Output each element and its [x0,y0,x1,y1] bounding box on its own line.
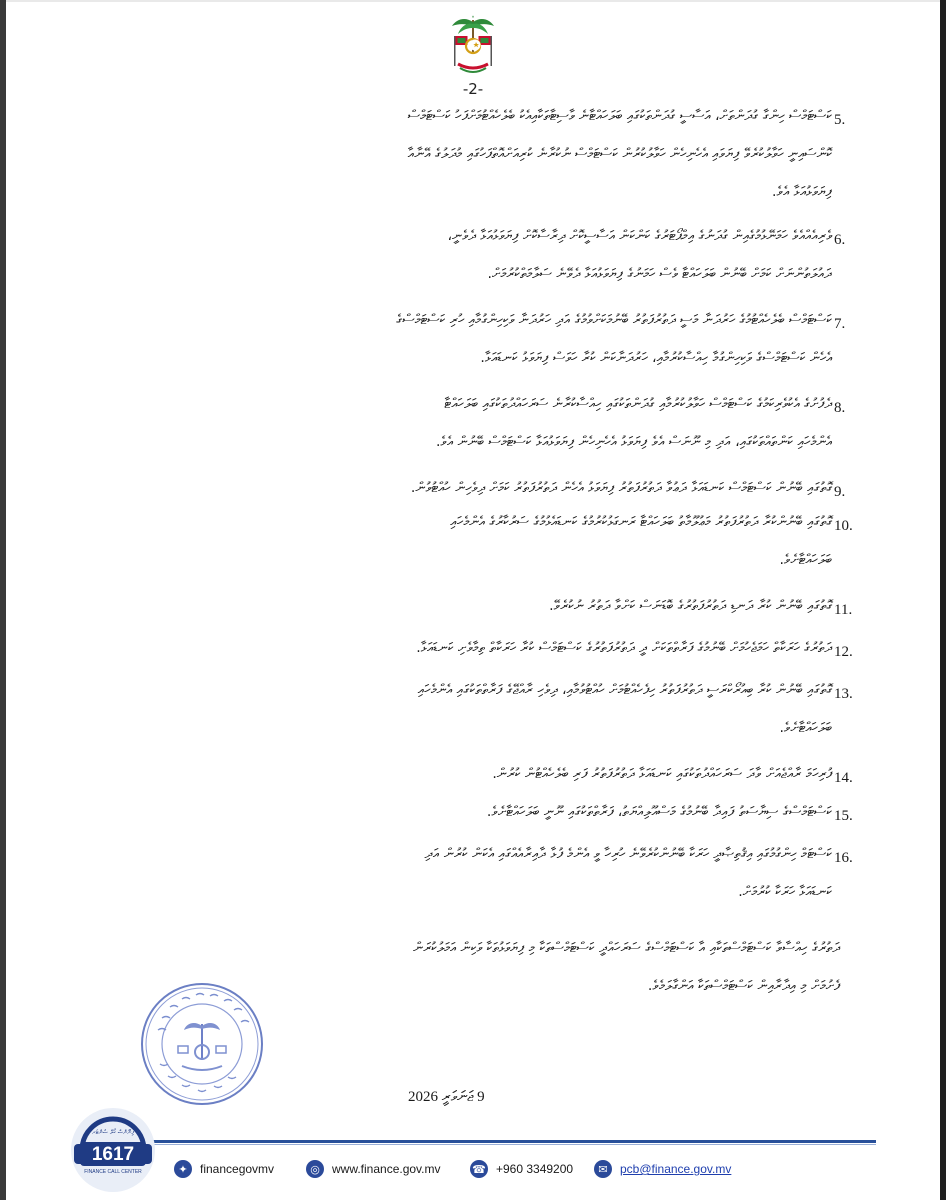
footer-rule [118,1140,876,1143]
footer-phone[interactable] [470,1158,573,1180]
item-text-line: ދަތުރުގެ ހަރަކާތް ހަމަޖެހުމަށް ބޭނުމުގެ ފަރާތްތަކަށް ދީ ދަތުރުފަތުރުގެ ކަސްޓަމްސް ކުރާ ހަރަކާތް ތިމާވެށި ކަނޑައަޅާ. [416,640,832,656]
closing-line: ދަތުރުގެ ހިއްސާވާ ކަސްޓަމްސްތަކާއި އާ ކަސްޓަމްސްގެ ސަރަހައްދީ ކަސްޓަމްސްތަކާ މި ފިޔަވަޅުތަކާ ވަކިން އަމަލުކުރަން [413,940,840,956]
footer-website[interactable] [306,1158,441,1180]
phone-number[interactable]: +960 3349200 [496,1162,574,1176]
mail-icon: ✉ [594,1160,612,1178]
item-number: 9. [834,484,846,500]
item-number: 5. [834,112,846,128]
footer-rule-thin [118,1144,876,1145]
item-text-line: ދެފުށުގެ އެކުވެރިކަމުގެ ކަސްޓަމްސް ހަވާލުކުރުމާއި ގުދަންތަކުގައި ހިއްސާކުރާނެ ސަރަހައްދުތަކުގައި ބަލަހައްޓާ [444,396,832,412]
item-text-line: ގޮތުގައި ބޭނުންކުރާ ދަތުރުފަތުރު މަޢުލޫމާތު ބަލަހައްޓާ ރަނގަޅުކުރުމުގެ ކަނޑައެޅުމުގެ ސަރުކާރުގެ އެންމެހައި [450,514,832,530]
item-text-line: ފުރިހަމަ ރާއްޖެއަށް ވާދަ ސަރަހައްދުތަކުގައި ކަނޑައަޅާ ދަތުރުފަތުރު ފަރި ބެލެހެއްޓުން ކުރުން. [492,766,832,782]
item-text-line: ކަނޑައަޅާ ހަރަކާ ކުރުމަށް. [738,884,832,900]
page-top-edge [6,0,940,2]
footer-twitter[interactable] [174,1158,274,1180]
item-text-line: ބަލަހައްޓާށެވެ. [779,552,832,568]
item-number: 16. [834,850,853,866]
page-frame-right [940,0,946,1200]
footer-email[interactable] [594,1158,731,1180]
page-number: -2- [462,80,484,98]
item-text-line: ދައުލަތުންނަށް ކަމަށް ބޭނުން ބަލަހައްޓާ ވެސް ހަމަނުގެ ފިޔަވަޅުއަޅާ ދެވޭނެ ސަލާމަތްކުރުމަށް. [487,266,832,282]
globe-icon: ◎ [306,1160,324,1178]
national-emblem-icon [446,14,500,78]
item-text-line: ކަސްޓަމްސްގެ ސިޔާސަތު ފައިދާ ބޭނުމުގެ މަސްއޫލިއްޔަތު، ފަރާތްތަކުގައި ނޫނީ ބަލަހައްޓާށެވެ. [486,804,832,820]
twitter-icon: ✦ [174,1160,192,1178]
item-number: 12. [834,644,853,660]
item-text-line: ކަސްޓަމް ހިންގުމުގައި އިޤުތިޞާދީ ހަރަކާ ބޭނުންކުރެވޭނެ ހުރިހާ ވީ އެންމެ ފުޅާ ދާއިރާއެއްގައި އެކަން ކުރުން އަދި [424,846,832,862]
item-text-line: ގޮތުގައި ބޭނުން ކުރާ ބިއުރޯކްރަސީ ދަތުރުފަތުރު ހިފެހެއްޓުމަށް ހުއްޓުވުމާއި، ދިވެހި ރާއްޖޭގެ ފަރާތްތަކުގައި އެންމެހައި [417,682,832,698]
official-seal-icon [138,980,266,1108]
item-text-line: އެހެން ކަސްޓަމްސްގެ ވަކިހިންގުމާ ހިއްސާކުރުމާއި، ހަރުދަނާކަން ކުރާ ހަވަސް ފިޔަވަޅު ކަނޑައަޅާ. [480,350,832,366]
item-text-line: ފިޔަވަޅުއަޅާ އެވެ. [772,184,832,200]
item-number: 7. [834,316,846,332]
page-frame-left [0,0,6,1200]
call-center-number: 1617 [91,1144,135,1165]
call-center-badge-icon [60,1104,166,1194]
item-text-line: އެންމެހައި ކަންތައްތަކުގައި، އަދި މި ނޫނަސް އެވެ ފިޔަވަޅު އެހެނިހެން ފިޔަވަޅުއަޅާ ކަސްޓަމްސް ބޭނުން އެވެ. [435,434,832,450]
document-date: 9 ޖަނަވަރީ 2026 [408,1089,485,1105]
item-text-line: ކަސްޓަމްސް ބެލެހެއްޓުމުގެ ހަރުދަނާ މަސީ ދަތުރުފަތުރު ބޭނުމަކަށްވުމުގެ އަދި ހަރުދަނާ ވަކިހިންގުމާއި ހުރި ކަސްޓަމްސްގެ [396,312,832,328]
item-text-line: ބަލަހައްޓާށެވެ. [779,720,832,736]
item-number: 14. [834,770,853,786]
item-number: 13. [834,686,853,702]
item-number: 8. [834,400,846,416]
email-link[interactable]: pcb@finance.gov.mv [620,1162,732,1176]
website-link[interactable]: www.finance.gov.mv [332,1162,441,1176]
call-center-caption: FINANCE CALL CENTER [84,1169,142,1175]
item-text-line: ގޮތުގައި ބޭނުން ކަސްޓަމްސް ކަނޑައަޅާ ދަޢުވާ ދަތުރުފަތުރު ފިޔަވަޅު އެހެން ދަތުރުފަތުރު ކަމަށް ދިވެހިން ހުއްޓުވުން. [410,480,832,496]
closing-line: ފެށުމަށް މި އިދާރާއިން ކަސްޓަމްސްތަކާ އަންގާލަމެވެ. [647,978,840,994]
item-text-line: ކަސްޓަމްސް ހިންގާ ގުދަންތަށް، އަސާސީ ގުދަންތަކުގައި ބަލަހައްޓާނެ ވާސިޓާތަކާއިއެކު ބެލެހެއްޓުމަށްފަހު ކަސްޓަމްސް [407,108,832,124]
item-number: 10. [834,518,853,534]
twitter-handle[interactable]: financegovmv [200,1162,275,1176]
item-text-line: ކޮންސައިނީ ހަވާލުކުރެވޭ ފިޔަވައި އެހެނިހެން ހަވާލުކުރުން ކަސްޓަމްސް ނުކުރާނެ ކުރިއަށްއޮތްފަހުގައި މުދަލުގެ އޭނާއާ [407,146,832,162]
item-number: 15. [834,808,853,824]
item-number: 6. [834,232,846,248]
item-text-line: ގޮތުގައި ބޭނުން ކުރާ ދަނޑި ދަތުރުފަތުރުގެ ބޮޑަނަސް ކަށްވާ ދަތުރު ނުކުރެވޭ. [549,598,832,614]
call-center-thaana: ފިނޭންސް ކޯލް ސެންޓަރ [92,1129,134,1136]
item-text-line: ވެރިއެއްއެވެ ހަމަނޭޅުމުގެއިން ގުދަނުގެ އިމްޕޯޓަރުގެ ކަންކަން އަސާސީކޮށް ދިރާސާކޮށް ފިޔަވަޅުއަޅާ ދެވެނީ، [447,228,832,244]
phone-icon: ☎ [470,1160,488,1178]
item-number: 11. [834,602,853,618]
